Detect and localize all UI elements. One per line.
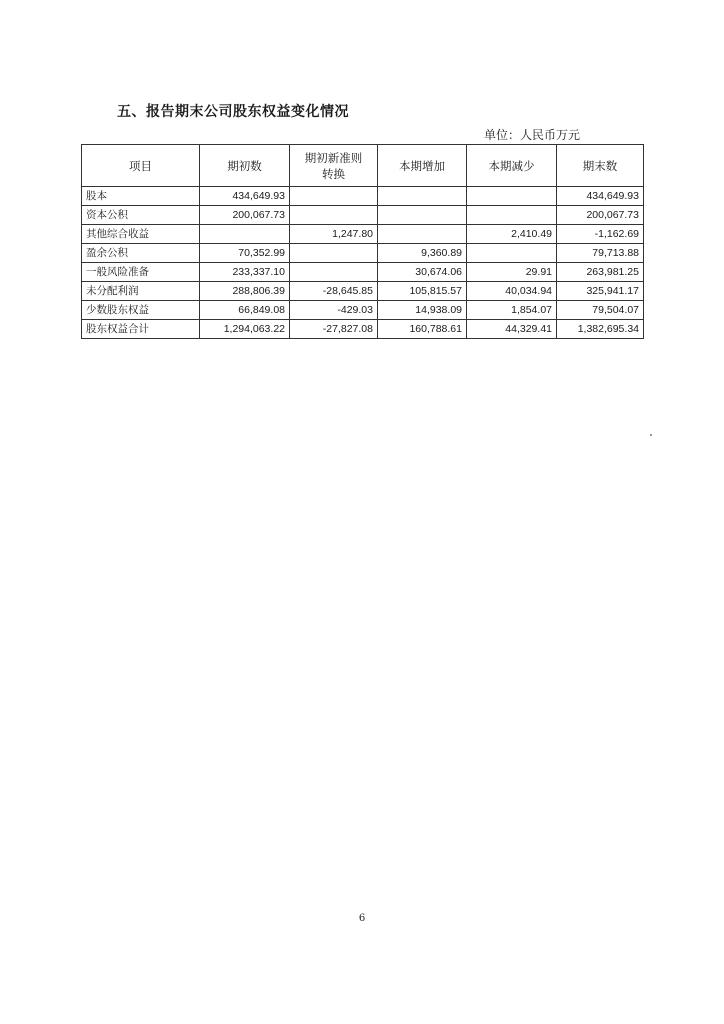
row-increase: 14,938.09 [378, 301, 467, 320]
row-item: 资本公积 [82, 206, 200, 225]
row-closing: -1,162.69 [557, 225, 644, 244]
table-row [82, 225, 644, 244]
page-number: 6 [358, 913, 366, 924]
header-conversion: 期初新准则转换 [290, 145, 378, 187]
row-increase [378, 206, 467, 225]
row-decrease [467, 187, 557, 206]
row-increase [378, 187, 467, 206]
row-item: 盈余公积 [82, 244, 200, 263]
table-row [82, 187, 644, 206]
section-title: 五、报告期末公司股东权益变化情况 [117, 104, 349, 120]
row-conversion [290, 206, 378, 225]
equity-change-table [81, 144, 644, 339]
row-closing: 1,382,695.34 [557, 320, 644, 339]
header-opening: 期初数 [200, 145, 290, 187]
row-increase: 9,360.89 [378, 244, 467, 263]
row-item: 其他综合收益 [82, 225, 200, 244]
row-closing: 200,067.73 [557, 206, 644, 225]
row-decrease: 44,329.41 [467, 320, 557, 339]
row-item: 股本 [82, 187, 200, 206]
row-increase: 160,788.61 [378, 320, 467, 339]
row-decrease [467, 244, 557, 263]
row-decrease: 2,410.49 [467, 225, 557, 244]
row-item: 一般风险准备 [82, 263, 200, 282]
row-opening [200, 225, 290, 244]
table-row [82, 301, 644, 320]
row-conversion: 1,247.80 [290, 225, 378, 244]
row-opening: 70,352.99 [200, 244, 290, 263]
row-opening: 200,067.73 [200, 206, 290, 225]
header-closing: 期末数 [557, 145, 644, 187]
row-increase: 105,815.57 [378, 282, 467, 301]
row-conversion: -429.03 [290, 301, 378, 320]
row-closing: 434,649.93 [557, 187, 644, 206]
row-item: 少数股东权益 [82, 301, 200, 320]
header-decrease: 本期减少 [467, 145, 557, 187]
row-opening: 434,649.93 [200, 187, 290, 206]
row-conversion: -28,645.85 [290, 282, 378, 301]
row-item: 股东权益合计 [82, 320, 200, 339]
row-opening: 1,294,063.22 [200, 320, 290, 339]
table-row [82, 320, 644, 339]
table-row [82, 244, 644, 263]
row-item: 未分配利润 [82, 282, 200, 301]
row-opening: 233,337.10 [200, 263, 290, 282]
row-conversion [290, 244, 378, 263]
row-opening: 66,849.08 [200, 301, 290, 320]
row-closing: 79,713.88 [557, 244, 644, 263]
scan-speck [650, 434, 652, 436]
table-row [82, 206, 644, 225]
row-decrease: 40,034.94 [467, 282, 557, 301]
row-opening: 288,806.39 [200, 282, 290, 301]
row-conversion: -27,827.08 [290, 320, 378, 339]
header-item: 项目 [82, 145, 200, 187]
table-row [82, 282, 644, 301]
row-increase: 30,674.06 [378, 263, 467, 282]
unit-label: 单位：人民币万元 [484, 128, 581, 142]
table-header-row [82, 145, 644, 187]
table-row [82, 263, 644, 282]
row-decrease [467, 206, 557, 225]
row-closing: 79,504.07 [557, 301, 644, 320]
row-closing: 263,981.25 [557, 263, 644, 282]
row-increase [378, 225, 467, 244]
row-conversion [290, 187, 378, 206]
row-conversion [290, 263, 378, 282]
header-increase: 本期增加 [378, 145, 467, 187]
row-decrease: 29.91 [467, 263, 557, 282]
row-closing: 325,941.17 [557, 282, 644, 301]
row-decrease: 1,854.07 [467, 301, 557, 320]
